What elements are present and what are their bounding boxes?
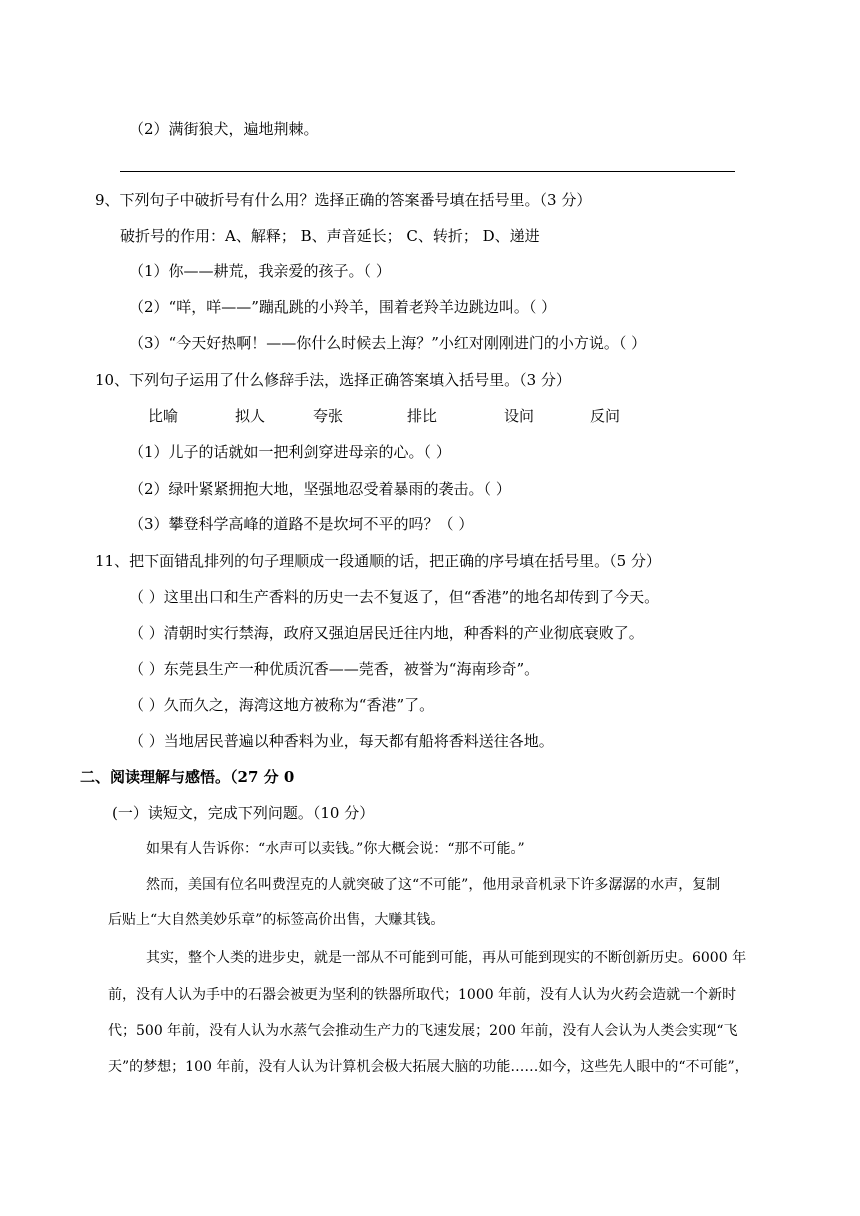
question-11-item-3: （ ）东莞县生产一种优质沉香——莞香，被誉为“海南珍奇”。 <box>129 660 540 678</box>
section-2-title: 二、阅读理解与感悟。（27 分 0 <box>80 768 295 786</box>
question-10-option: 比喻 <box>148 407 179 425</box>
passage-line: 如果有人告诉你：“水声可以卖钱。”你大概会说：“那不可能。” <box>146 841 525 857</box>
question-9-item-1: （1）你——耕荒，我亲爱的孩子。（ ） <box>129 262 391 280</box>
question-9-item-3: （3）“今天好热啊！——你什么时候去上海？”小红对刚刚进门的小方说。（ ） <box>129 334 647 352</box>
passage-line: 其实，整个人类的进步史，就是一部从不可能到可能，再从可能到现实的不断创新历史。6000 年 <box>146 950 747 966</box>
question-11-title: 11、把下面错乱排列的句子理顺成一段通顺的话，把正确的序号填在括号里。（5 分） <box>95 552 661 570</box>
question-9-title: 9、下列句子中破折号有什么用？选择正确的答案番号填在括号里。（3 分） <box>95 191 592 209</box>
question-10-option: 排比 <box>407 407 438 425</box>
question-10-option: 设问 <box>504 407 535 425</box>
passage-line: 代；500 年前，没有人认为水蒸气会推动生产力的飞速发展；200 年前，没有人会认为人类会实现“飞 <box>108 1023 738 1039</box>
question-10-title: 10、下列句子运用了什么修辞手法，选择正确答案填入括号里。（3 分） <box>95 371 571 389</box>
answer-line <box>120 171 735 172</box>
passage-line: 天”的梦想；100 年前，没有人认为计算机会极大拓展大脑的功能……如今，这些先人眼中的“不可能”， <box>108 1059 749 1075</box>
question-11-item-4: （ ）久而久之，海湾这地方被称为“香港”了。 <box>129 696 435 714</box>
question-10-option: 反问 <box>590 407 621 425</box>
question-9-item-2: （2）“咩，咩——”蹦乱跳的小羚羊，围着老羚羊边跳边叫。（ ） <box>129 298 557 316</box>
question-10-option: 拟人 <box>235 407 266 425</box>
section-2-subsection-1: (一）读短文，完成下列问题。（10 分） <box>112 804 375 822</box>
question-11-item-1: （ ）这里出口和生产香料的历史一去不复返了，但“香港”的地名却传到了今天。 <box>129 588 660 606</box>
question-10-option: 夸张 <box>313 407 344 425</box>
question-10-item-2: （2）绿叶紧紧拥抱大地，坚强地忍受着暴雨的袭击。（ ） <box>129 480 511 498</box>
q8-item-2: （2）满街狼犬，遍地荆棘。 <box>129 120 319 138</box>
question-9-options: 破折号的作用：A、解释； B、声音延长； C、转折； D、递进 <box>120 227 540 245</box>
passage-line: 后贴上“大自然美妙乐章”的标签高价出售，大赚其钱。 <box>108 912 445 928</box>
question-10-item-3: （3）攀登科学高峰的道路不是坎坷不平的吗？（ ） <box>129 515 474 533</box>
passage-line: 前，没有人认为手中的石器会被更为坚利的铁器所取代；1000 年前，没有人认为火药会造就一个新时 <box>108 987 737 1003</box>
question-11-item-5: （ ）当地居民普遍以种香料为业，每天都有船将香料送往各地。 <box>129 732 554 750</box>
passage-line: 然而，美国有位名叫费涅克的人就突破了这“不可能”，他用录音机录下许多潺潺的水声，复制 <box>146 877 721 893</box>
question-10-item-1: （1）儿子的话就如一把利剑穿进母亲的心。（ ） <box>129 443 451 461</box>
question-11-item-2: （ ）清朝时实行禁海，政府又强迫居民迁往内地，种香料的产业彻底衰败了。 <box>129 624 644 642</box>
